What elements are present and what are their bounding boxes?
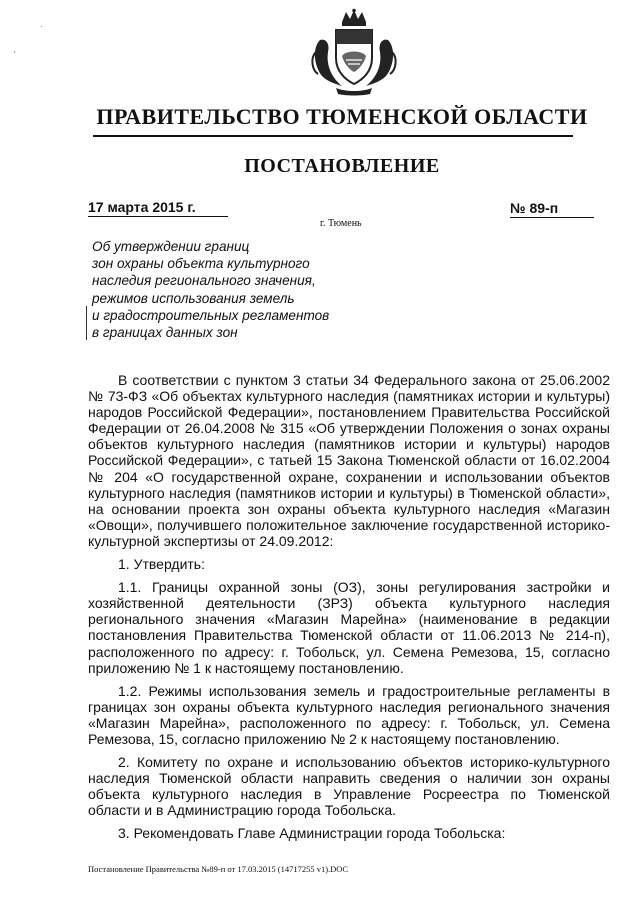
scan-speck-2: ' xyxy=(14,50,16,59)
coat-of-arms-icon xyxy=(306,8,402,96)
subject-line: Об утверждении границ xyxy=(92,239,250,254)
document-subject xyxy=(92,238,382,341)
body-paragraph: В соответствии с пунктом 3 статьи 34 Федерального закона от 25.06.2002 № 73-ФЗ «Об объектах культурного наследия (памятниках истории и культуры) народов Российской Федерации», постановлением Правительства Российской Федерации от 26.04.2008 № 315 «Об утверждении Положения о зонах охраны объектов культурного наследия (памятников истории и культуры) народов Российской Федерации», с татьей 15 Закона Тюменской области от 16.02.2004 № 204 «О государственной охране, сохранении и использовании объектов культурного наследия (памятников истории и культуры) в Тюменской области», на основании проекта зон охраны объекта культурного наследия «Магазин «Овощи», получившего положительное заключение государственной историко-культурной экспертизы от 24.09.2012: xyxy=(88,372,610,549)
subject-line: и градостроительных регламентов xyxy=(92,307,330,323)
document-footer: Постановление Правительства №89-п от 17.03.2015 (14717255 v1).DOC xyxy=(88,864,349,874)
document-number: № 89-п xyxy=(510,200,594,218)
body-paragraph: 1.2. Режимы использования земель и градостроительные регламенты в границах зон охраны объекта культурного наследия регионального значения «Магазин Марейна», расположенного по адресу: г. Тобольск, ул. Семена Ремезова, 15, согласно приложению № 2 к настоящему постановлению. xyxy=(88,682,610,747)
body-paragraph: 3. Рекомендовать Главе Администрации города Тобольска: xyxy=(118,825,506,842)
subject-line: в границах данных зон xyxy=(92,325,238,341)
document-date: 17 марта 2015 г. xyxy=(88,199,228,217)
document-type-title: ПОСТАНОВЛЕНИЕ xyxy=(244,155,440,177)
body-paragraph: 1. Утвердить: xyxy=(118,556,205,573)
body-paragraph: 1.1. Границы охранной зоны (ОЗ), зоны регулирования застройки и хозяйственной деятельности (ЗРЗ) объекта культурного наследия регионального значения «Магазин Марейна» (наименование в редакции постановления Правительства Тюменской области от 11.06.2013 № 214-п), расположенного по адресу: г. Тобольск, ул. Семена Ремезова, 15, согласно приложению № 1 к настоящему постановлению. xyxy=(88,579,610,676)
subject-line: зон охраны объекта культурного xyxy=(92,256,310,272)
subject-line: режимов использования земель xyxy=(92,290,295,306)
scan-speck: · xyxy=(40,22,43,31)
document-body xyxy=(88,372,610,849)
margin-mark xyxy=(86,306,91,340)
document-city: г. Тюмень xyxy=(320,218,362,229)
government-title: ПРАВИТЕЛЬСТВО ТЮМЕНСКОЙ ОБЛАСТИ xyxy=(96,104,588,129)
subject-line: наследия регионального значения, xyxy=(92,273,316,289)
header-divider xyxy=(93,135,573,137)
body-paragraph: 2. Комитету по охране и использованию объектов историко-культурного наследия Тюменской области направить сведения о наличии зон охраны объекта культурного наследия в Управление Росреестра по Тюменской области и в Администрацию города Тобольска. xyxy=(88,754,610,819)
